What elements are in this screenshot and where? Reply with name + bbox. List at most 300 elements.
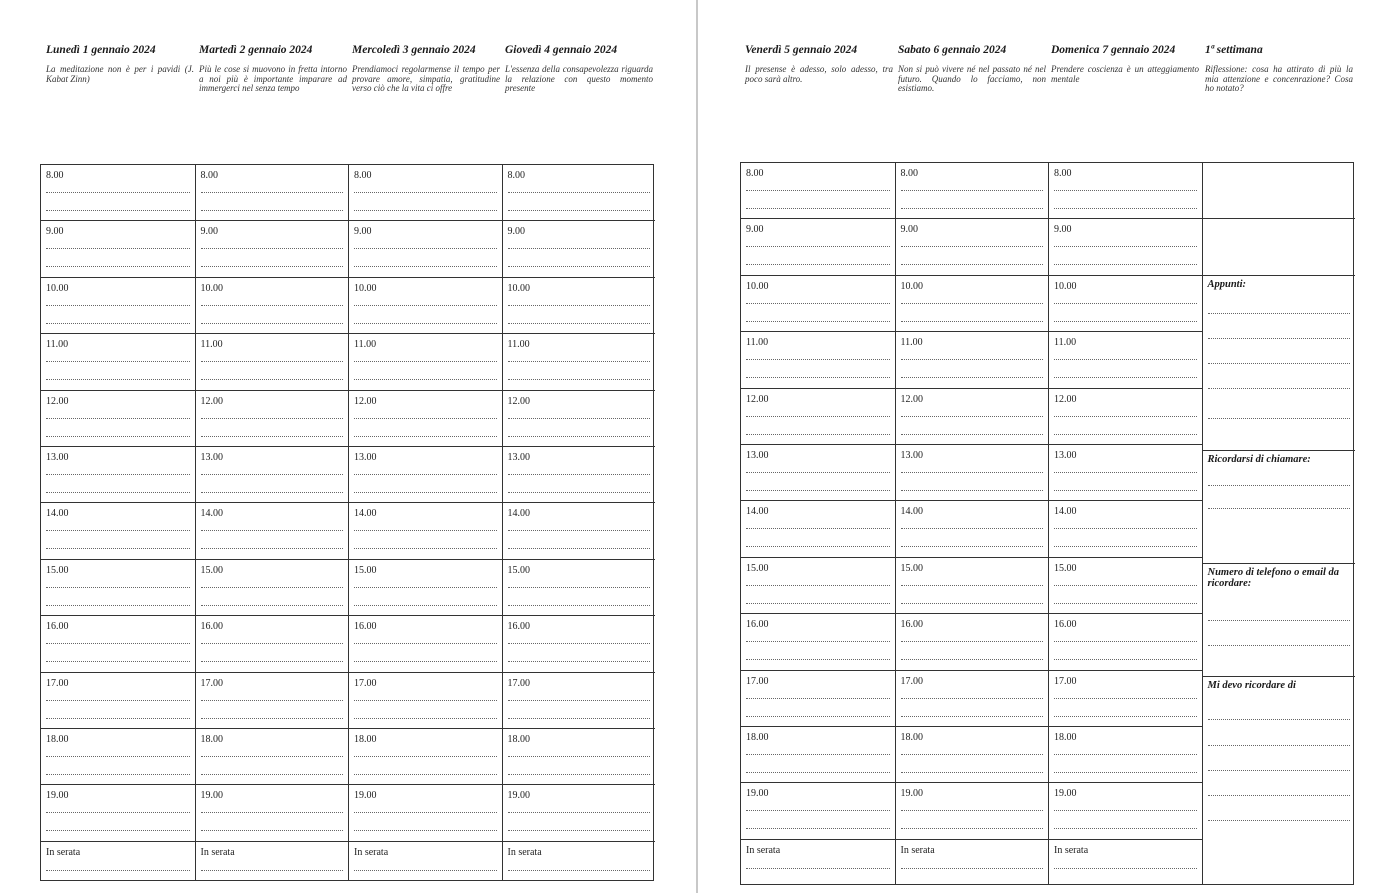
time-slot-cell[interactable] xyxy=(741,671,895,727)
day-title: Domenica 7 gennaio 2024 xyxy=(1051,44,1176,56)
time-slot-cell[interactable] xyxy=(196,278,349,334)
dotted-writing-line xyxy=(1208,719,1351,720)
dotted-writing-line xyxy=(354,812,497,813)
time-label: 18.00 xyxy=(507,734,530,745)
time-slot-cell[interactable] xyxy=(349,165,502,221)
dotted-writing-line xyxy=(508,774,651,775)
time-slot-cell[interactable] xyxy=(196,616,349,672)
time-slot-cell[interactable] xyxy=(741,840,895,885)
dotted-writing-line xyxy=(201,379,344,380)
dotted-writing-line xyxy=(354,492,497,493)
dotted-writing-line xyxy=(354,192,497,193)
day-title: Giovedì 4 gennaio 2024 xyxy=(505,44,618,56)
dotted-writing-line xyxy=(201,587,344,588)
time-label: 19.00 xyxy=(200,790,223,802)
time-slot-cell[interactable] xyxy=(896,671,1049,727)
dotted-writing-line xyxy=(746,208,890,209)
dotted-writing-line xyxy=(46,756,190,757)
dotted-writing-line xyxy=(1054,868,1197,869)
time-label: 13.00 xyxy=(354,452,377,463)
time-slot-cell[interactable] xyxy=(41,616,195,672)
dotted-writing-line xyxy=(746,641,890,642)
time-slot-cell[interactable] xyxy=(1049,501,1202,557)
dotted-writing-line xyxy=(354,870,497,871)
dotted-writing-line xyxy=(901,359,1044,360)
dotted-writing-line xyxy=(201,830,344,831)
dotted-writing-line xyxy=(508,812,651,813)
time-label: 17.00 xyxy=(900,675,923,687)
time-label: 11.00 xyxy=(1054,337,1077,349)
time-label: 17.00 xyxy=(354,677,377,689)
dotted-writing-line xyxy=(354,605,497,606)
time-slot-cell[interactable] xyxy=(1049,783,1202,839)
dotted-writing-line xyxy=(746,359,890,360)
chiamare-section[interactable] xyxy=(1203,451,1356,564)
promemoria-section[interactable] xyxy=(1203,677,1356,884)
time-label: 15.00 xyxy=(746,562,769,574)
dotted-writing-line xyxy=(1054,810,1197,811)
time-slot-cell[interactable] xyxy=(896,840,1049,885)
time-slot-cell[interactable] xyxy=(503,447,656,503)
day-quote: Prendere coscienza è un atteggiamento mentale xyxy=(1051,64,1199,84)
dotted-writing-line xyxy=(901,828,1044,829)
time-label: 19.00 xyxy=(746,788,769,800)
dotted-writing-line xyxy=(901,659,1044,660)
dotted-writing-line xyxy=(508,248,651,249)
dotted-writing-line xyxy=(201,812,344,813)
time-slot-cell[interactable] xyxy=(896,276,1049,332)
dotted-writing-line xyxy=(901,754,1044,755)
time-slot-cell[interactable] xyxy=(741,501,895,557)
time-slot-cell[interactable] xyxy=(503,278,656,334)
time-slot-cell[interactable] xyxy=(1049,840,1202,885)
day-title: Mercoledì 3 gennaio 2024 xyxy=(352,44,476,56)
dotted-writing-line xyxy=(508,266,651,267)
dotted-writing-line xyxy=(354,530,497,531)
dotted-writing-line xyxy=(746,828,890,829)
time-slot-cell[interactable] xyxy=(1049,163,1202,219)
dotted-writing-line xyxy=(508,436,651,437)
time-label: 12.00 xyxy=(507,395,530,407)
dotted-writing-line xyxy=(901,528,1044,529)
dotted-writing-line xyxy=(354,210,497,211)
time-slot-cell[interactable] xyxy=(896,219,1049,275)
time-slot-cell[interactable] xyxy=(741,332,895,388)
dotted-writing-line xyxy=(1208,795,1351,796)
time-slot-cell[interactable] xyxy=(1049,276,1202,332)
time-label: 14.00 xyxy=(200,508,223,520)
time-slot-cell[interactable] xyxy=(196,673,349,729)
time-slot-cell[interactable] xyxy=(349,334,502,390)
time-slot-cell[interactable] xyxy=(196,842,349,882)
time-label: 12.00 xyxy=(1054,393,1077,405)
time-slot-cell[interactable] xyxy=(503,842,656,882)
time-label: 10.00 xyxy=(354,282,377,294)
notes-section-label: Ricordarsi di chiamare: xyxy=(1207,454,1311,465)
dotted-writing-line xyxy=(46,492,190,493)
time-label: 19.00 xyxy=(507,790,530,802)
time-slot-cell[interactable] xyxy=(349,503,502,559)
time-label: 15.00 xyxy=(1054,562,1077,574)
day-header xyxy=(352,44,500,94)
time-slot-cell[interactable] xyxy=(896,558,1049,614)
time-label: 15.00 xyxy=(46,564,69,576)
time-label: 19.00 xyxy=(46,790,69,802)
time-slot-cell[interactable] xyxy=(41,673,195,729)
time-slot-cell[interactable] xyxy=(1049,445,1202,501)
notes-section-label: Numero di telefono o email da ricordare: xyxy=(1207,567,1340,589)
dotted-writing-line xyxy=(901,772,1044,773)
dotted-writing-line xyxy=(201,718,344,719)
time-slot-cell[interactable] xyxy=(196,785,349,841)
day-header xyxy=(745,44,893,84)
day-header xyxy=(46,44,194,84)
time-label: 11.00 xyxy=(900,337,923,349)
time-label: 10.00 xyxy=(46,282,69,294)
day-column xyxy=(895,163,1049,884)
dotted-writing-line xyxy=(1054,546,1197,547)
time-slot-cell[interactable] xyxy=(741,389,895,445)
dotted-writing-line xyxy=(1208,338,1351,339)
dotted-writing-line xyxy=(201,418,344,419)
time-slot-cell[interactable] xyxy=(196,503,349,559)
blank-box-2[interactable] xyxy=(1203,219,1356,276)
dotted-writing-line xyxy=(508,587,651,588)
dotted-writing-line xyxy=(1208,820,1351,821)
time-slot-cell[interactable] xyxy=(896,501,1049,557)
dotted-writing-line xyxy=(46,361,190,362)
dotted-writing-line xyxy=(901,303,1044,304)
time-label: 17.00 xyxy=(46,677,69,689)
time-slot-cell[interactable] xyxy=(41,334,195,390)
notes-section-label: Mi devo ricordare di xyxy=(1207,680,1296,691)
dotted-writing-line xyxy=(201,361,344,362)
dotted-writing-line xyxy=(508,661,651,662)
time-label: 13.00 xyxy=(507,452,530,463)
time-slot-cell[interactable] xyxy=(41,785,195,841)
time-slot-cell[interactable] xyxy=(349,842,502,882)
time-label: 11.00 xyxy=(200,339,223,351)
dotted-writing-line xyxy=(508,530,651,531)
time-slot-cell[interactable] xyxy=(741,727,895,783)
time-label: 16.00 xyxy=(746,619,769,631)
time-slot-cell[interactable] xyxy=(196,334,349,390)
page-divider xyxy=(696,0,698,893)
dotted-writing-line xyxy=(46,305,190,306)
dotted-writing-line xyxy=(354,718,497,719)
time-slot-cell[interactable] xyxy=(503,785,656,841)
dotted-writing-line xyxy=(1054,434,1197,435)
dotted-writing-line xyxy=(901,603,1044,604)
time-label: 8.00 xyxy=(507,170,525,181)
dotted-writing-line xyxy=(746,546,890,547)
dotted-writing-line xyxy=(1054,377,1197,378)
time-label: 11.00 xyxy=(354,339,377,351)
dotted-writing-line xyxy=(201,248,344,249)
time-slot-cell[interactable] xyxy=(41,447,195,503)
time-label: 9.00 xyxy=(746,224,764,236)
time-label: 8.00 xyxy=(900,168,918,179)
dotted-writing-line xyxy=(901,246,1044,247)
dotted-writing-line xyxy=(354,418,497,419)
dotted-writing-line xyxy=(46,830,190,831)
time-slot-cell[interactable] xyxy=(349,616,502,672)
time-slot-cell[interactable] xyxy=(349,729,502,785)
dotted-writing-line xyxy=(1208,363,1351,364)
time-slot-cell[interactable] xyxy=(1049,389,1202,445)
time-label: 18.00 xyxy=(354,734,377,745)
time-slot-cell[interactable] xyxy=(896,445,1049,501)
time-label: 9.00 xyxy=(354,226,372,238)
time-label: 17.00 xyxy=(200,677,223,689)
dotted-writing-line xyxy=(1054,246,1197,247)
time-slot-cell[interactable] xyxy=(196,391,349,447)
dotted-writing-line xyxy=(746,321,890,322)
time-label: 18.00 xyxy=(900,732,923,743)
time-slot-cell[interactable] xyxy=(741,558,895,614)
time-slot-cell[interactable] xyxy=(41,221,195,277)
time-slot-cell[interactable] xyxy=(503,616,656,672)
dotted-writing-line xyxy=(901,698,1044,699)
time-slot-cell[interactable] xyxy=(41,165,195,221)
day-column xyxy=(1048,163,1202,884)
time-slot-cell[interactable] xyxy=(741,783,895,839)
time-slot-cell[interactable] xyxy=(503,165,656,221)
time-slot-cell[interactable] xyxy=(503,503,656,559)
time-slot-cell[interactable] xyxy=(503,560,656,616)
time-label: In serata xyxy=(507,846,542,858)
dotted-writing-line xyxy=(746,528,890,529)
dotted-writing-line xyxy=(1054,698,1197,699)
time-slot-cell[interactable] xyxy=(896,783,1049,839)
time-label: 16.00 xyxy=(200,621,223,633)
time-slot-cell[interactable] xyxy=(41,391,195,447)
day-quote: Non si può vivere né nel passato né nel futuro. Quando lo facciamo, non esistiamo. xyxy=(898,64,1046,93)
dotted-writing-line xyxy=(901,416,1044,417)
dotted-writing-line xyxy=(901,716,1044,717)
time-label: 13.00 xyxy=(900,450,923,461)
time-slot-cell[interactable] xyxy=(503,221,656,277)
dotted-writing-line xyxy=(508,643,651,644)
dotted-writing-line xyxy=(1054,321,1197,322)
dotted-writing-line xyxy=(46,266,190,267)
time-slot-cell[interactable] xyxy=(349,785,502,841)
time-slot-cell[interactable] xyxy=(741,614,895,670)
time-label: 19.00 xyxy=(1054,788,1077,800)
time-slot-cell[interactable] xyxy=(741,163,895,219)
time-slot-cell[interactable] xyxy=(1049,558,1202,614)
time-label: 18.00 xyxy=(1054,732,1077,743)
day-header xyxy=(898,44,1046,94)
time-slot-cell[interactable] xyxy=(41,560,195,616)
week-reflection: Riflessione: cosa ha attirato di più la mia attenzione e concenrazione? Cosa ho notato? xyxy=(1205,64,1353,93)
time-slot-cell[interactable] xyxy=(349,391,502,447)
time-label: 13.00 xyxy=(746,450,769,461)
dotted-writing-line xyxy=(46,248,190,249)
dotted-writing-line xyxy=(1054,303,1197,304)
dotted-writing-line xyxy=(201,774,344,775)
dotted-writing-line xyxy=(201,530,344,531)
time-label: 12.00 xyxy=(900,393,923,405)
time-slot-cell[interactable] xyxy=(196,560,349,616)
time-label: 10.00 xyxy=(507,282,530,294)
dotted-writing-line xyxy=(46,700,190,701)
dotted-writing-line xyxy=(1054,190,1197,191)
dotted-writing-line xyxy=(1054,754,1197,755)
time-slot-cell[interactable] xyxy=(349,447,502,503)
day-column xyxy=(41,165,195,880)
day-quote: L'essenza della consapevolezza riguarda la relazione con questo momento presente xyxy=(505,64,653,93)
blank-box-1[interactable] xyxy=(1203,163,1356,219)
dotted-writing-line xyxy=(201,870,344,871)
dotted-writing-line xyxy=(1054,416,1197,417)
day-header xyxy=(1051,44,1199,84)
dotted-writing-line xyxy=(46,548,190,549)
dotted-writing-line xyxy=(354,474,497,475)
time-slot-cell[interactable] xyxy=(196,447,349,503)
time-label: 13.00 xyxy=(200,452,223,463)
contatti-section[interactable] xyxy=(1203,564,1356,677)
appunti-section[interactable] xyxy=(1203,276,1356,451)
dotted-writing-line xyxy=(901,490,1044,491)
time-slot-cell[interactable] xyxy=(896,332,1049,388)
dotted-writing-line xyxy=(746,434,890,435)
dotted-writing-line xyxy=(1208,418,1351,419)
day-title: Sabato 6 gennaio 2024 xyxy=(898,44,1007,56)
time-slot-cell[interactable] xyxy=(896,163,1049,219)
day-title: Venerdì 5 gennaio 2024 xyxy=(745,44,858,56)
dotted-writing-line xyxy=(46,379,190,380)
time-slot-cell[interactable] xyxy=(1049,727,1202,783)
notes-section-label: Appunti: xyxy=(1207,279,1247,290)
time-label: 18.00 xyxy=(746,732,769,743)
dotted-writing-line xyxy=(354,305,497,306)
dotted-writing-line xyxy=(901,868,1044,869)
dotted-writing-line xyxy=(746,659,890,660)
dotted-writing-line xyxy=(354,248,497,249)
dotted-writing-line xyxy=(508,305,651,306)
time-label: 8.00 xyxy=(746,168,764,179)
dotted-writing-line xyxy=(746,190,890,191)
time-slot-cell[interactable] xyxy=(41,842,195,882)
notes-column xyxy=(1202,163,1356,884)
time-slot-cell[interactable] xyxy=(741,276,895,332)
right-page-schedule-grid xyxy=(740,162,1354,885)
time-label: 15.00 xyxy=(900,562,923,574)
time-slot-cell[interactable] xyxy=(349,221,502,277)
time-slot-cell[interactable] xyxy=(741,445,895,501)
dotted-writing-line xyxy=(746,303,890,304)
dotted-writing-line xyxy=(508,756,651,757)
time-slot-cell[interactable] xyxy=(349,673,502,729)
time-label: 9.00 xyxy=(200,226,218,238)
dotted-writing-line xyxy=(901,190,1044,191)
time-label: 18.00 xyxy=(200,734,223,745)
dotted-writing-line xyxy=(354,379,497,380)
time-slot-cell[interactable] xyxy=(196,221,349,277)
dotted-writing-line xyxy=(1054,528,1197,529)
dotted-writing-line xyxy=(1208,745,1351,746)
dotted-writing-line xyxy=(201,266,344,267)
time-label: 9.00 xyxy=(1054,224,1072,236)
time-slot-cell[interactable] xyxy=(896,727,1049,783)
time-label: 12.00 xyxy=(200,395,223,407)
dotted-writing-line xyxy=(508,323,651,324)
dotted-writing-line xyxy=(46,661,190,662)
time-slot-cell[interactable] xyxy=(503,334,656,390)
day-header xyxy=(199,44,347,94)
dotted-writing-line xyxy=(354,774,497,775)
dotted-writing-line xyxy=(354,830,497,831)
dotted-writing-line xyxy=(1054,828,1197,829)
time-slot-cell[interactable] xyxy=(1049,332,1202,388)
dotted-writing-line xyxy=(901,377,1044,378)
dotted-writing-line xyxy=(201,605,344,606)
day-column xyxy=(348,165,502,880)
dotted-writing-line xyxy=(1054,359,1197,360)
time-slot-cell[interactable] xyxy=(196,165,349,221)
day-header xyxy=(505,44,653,94)
dotted-writing-line xyxy=(1054,264,1197,265)
time-slot-cell[interactable] xyxy=(1049,219,1202,275)
dotted-writing-line xyxy=(746,472,890,473)
dotted-writing-line xyxy=(746,416,890,417)
time-slot-cell[interactable] xyxy=(196,729,349,785)
time-label: 11.00 xyxy=(746,337,769,349)
time-label: 13.00 xyxy=(1054,450,1077,461)
time-slot-cell[interactable] xyxy=(741,219,895,275)
dotted-writing-line xyxy=(1054,659,1197,660)
time-label: 14.00 xyxy=(46,508,69,520)
time-slot-cell[interactable] xyxy=(1049,671,1202,727)
time-label: 14.00 xyxy=(900,506,923,518)
time-slot-cell[interactable] xyxy=(1049,614,1202,670)
time-label: 10.00 xyxy=(1054,280,1077,292)
time-label: 14.00 xyxy=(746,506,769,518)
time-slot-cell[interactable] xyxy=(349,278,502,334)
dotted-writing-line xyxy=(201,436,344,437)
dotted-writing-line xyxy=(508,210,651,211)
time-slot-cell[interactable] xyxy=(503,729,656,785)
day-quote: Prendiamoci regolarmense il tempo per provare amore, simpatia, gratitudine verso ciò che la vita ci offre xyxy=(352,64,500,93)
time-slot-cell[interactable] xyxy=(896,614,1049,670)
day-column xyxy=(741,163,895,884)
time-slot-cell[interactable] xyxy=(41,278,195,334)
time-label: In serata xyxy=(900,844,935,856)
time-label: 9.00 xyxy=(507,226,525,238)
time-slot-cell[interactable] xyxy=(349,560,502,616)
dotted-writing-line xyxy=(901,546,1044,547)
dotted-writing-line xyxy=(201,700,344,701)
dotted-writing-line xyxy=(354,436,497,437)
time-label: 8.00 xyxy=(1054,168,1072,179)
dotted-writing-line xyxy=(201,192,344,193)
dotted-writing-line xyxy=(354,700,497,701)
time-slot-cell[interactable] xyxy=(503,673,656,729)
time-label: 18.00 xyxy=(46,734,69,745)
dotted-writing-line xyxy=(46,587,190,588)
dotted-writing-line xyxy=(508,700,651,701)
dotted-writing-line xyxy=(901,264,1044,265)
time-slot-cell[interactable] xyxy=(896,389,1049,445)
dotted-writing-line xyxy=(354,361,497,362)
time-label: 13.00 xyxy=(46,452,69,463)
dotted-writing-line xyxy=(1208,485,1351,486)
time-slot-cell[interactable] xyxy=(503,391,656,447)
time-slot-cell[interactable] xyxy=(41,503,195,559)
time-slot-cell[interactable] xyxy=(41,729,195,785)
time-label: 19.00 xyxy=(354,790,377,802)
